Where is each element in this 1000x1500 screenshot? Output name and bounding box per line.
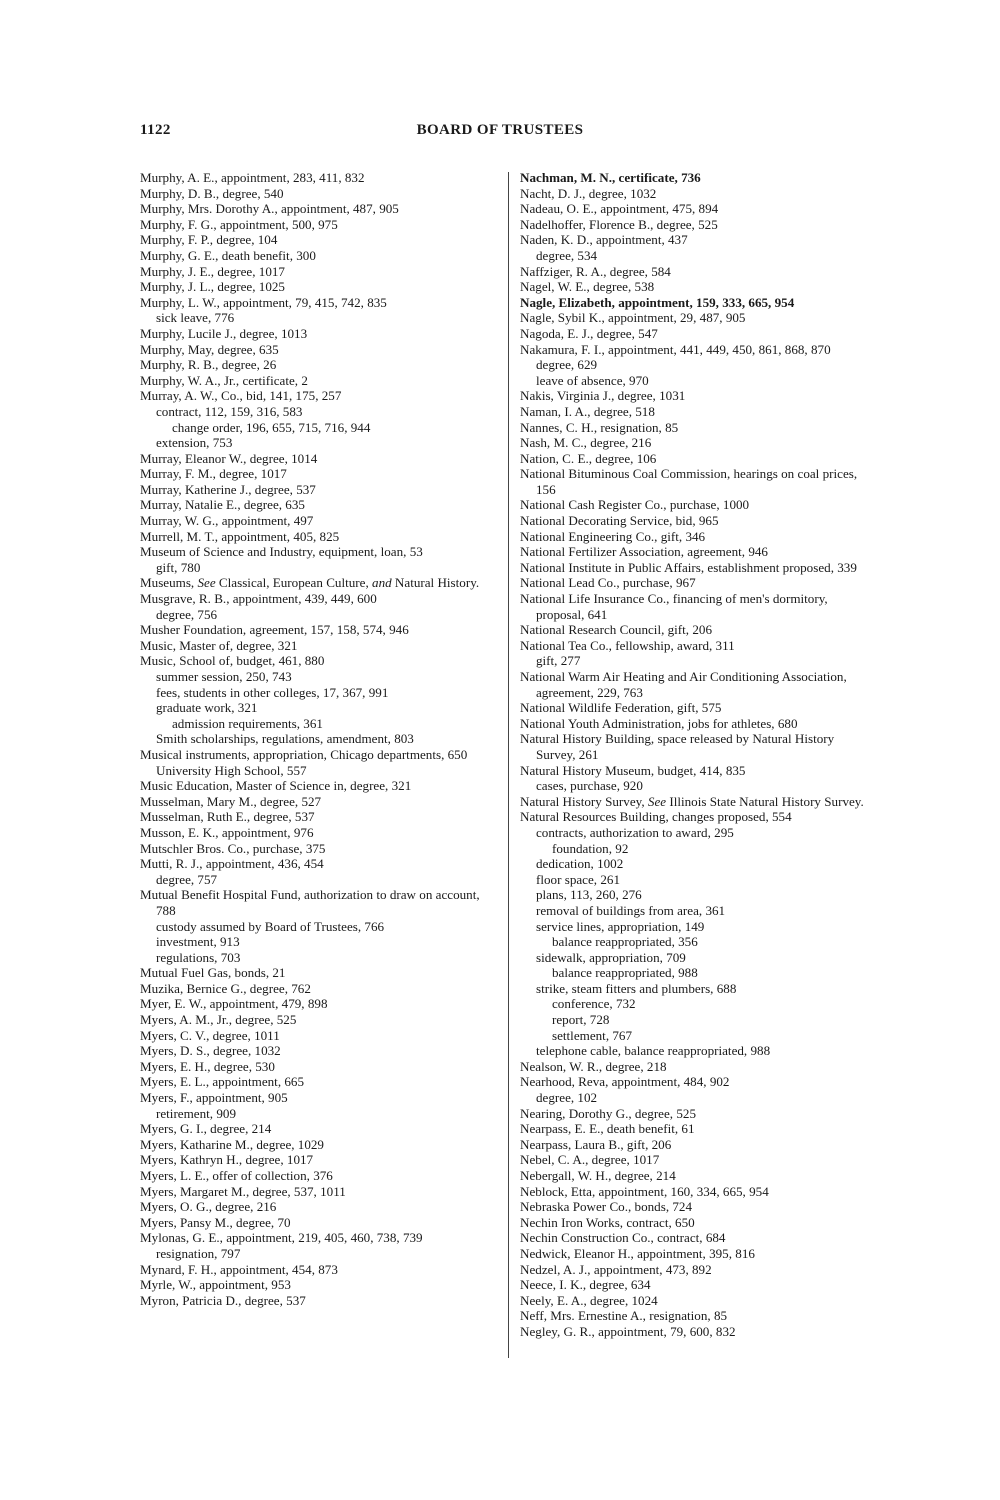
index-entry: Murray, Eleanor W., degree, 1014 [140,450,318,466]
index-entry: Nealson, W. R., degree, 218 [520,1058,667,1074]
index-entry: removal of buildings from area, 361 [536,902,726,918]
index-entry: National Engineering Co., gift, 346 [520,528,706,544]
index-entry: Murray, F. M., degree, 1017 [140,466,287,482]
index-entry: Smith scholarships, regulations, amendment, 803 [156,731,414,747]
index-entry: investment, 913 [156,934,240,950]
index-entry: foundation, 92 [552,840,629,856]
index-entry: Music, School of, budget, 461, 880 [140,653,325,669]
index-entry: floor space, 261 [536,871,620,887]
index-entry: Musical instruments, appropriation, Chicago departments, 650 [140,746,468,762]
index-entry: change order, 196, 655, 715, 716, 944 [172,419,371,435]
index-entry: custody assumed by Board of Trustees, 766 [156,918,385,934]
index-entry: Mutti, R. J., appointment, 436, 454 [140,856,324,872]
index-entry: Murrell, M. T., appointment, 405, 825 [140,528,340,544]
index-entry: Myron, Patricia D., degree, 537 [140,1292,306,1308]
index-entry: Murphy, G. E., death benefit, 300 [140,247,316,263]
index-entry: Mutschler Bros. Co., purchase, 375 [140,840,326,856]
index-entry: degree, 534 [536,247,598,263]
index-entry: Negley, G. R., appointment, 79, 600, 832 [520,1323,736,1339]
index-entry: National Wildlife Federation, gift, 575 [520,700,722,716]
index-entry: Nebergall, W. H., degree, 214 [520,1168,676,1183]
index-entry: balance reappropriated, 988 [552,965,698,981]
index-entry: Nearing, Dorothy G., degree, 525 [520,1105,696,1121]
index-entry: resignation, 797 [156,1245,241,1261]
index-entry: Music Education, Master of Science in, degree, 321 [140,778,412,794]
index-entry: Murphy, L. W., appointment, 79, 415, 742, 835 [140,294,387,310]
index-entry: Muzika, Bernice G., degree, 762 [140,980,311,996]
index-entry: Natural History Survey, See Illinois State Natural History Survey. [520,793,864,809]
index-entry: National Fertilizer Association, agreement, 946 [520,544,768,560]
index-entry: National Cash Register Co., purchase, 1000 [520,497,750,513]
index-entry: settlement, 767 [552,1027,633,1043]
index-entry: leave of absence, 970 [536,372,649,388]
index-entry: sick leave, 776 [156,310,235,326]
index-entry: Murray, Katherine J., degree, 537 [140,481,316,497]
index-entry: report, 728 [552,1012,610,1028]
index-entry: Nash, M. C., degree, 216 [520,435,652,451]
index-entry: University High School, 557 [156,762,307,778]
index-entry: Nagle, Sybil K., appointment, 29, 487, 905 [520,310,746,326]
index-column-left [140,170,492,1308]
index-entry: degree, 757 [156,871,218,887]
index-entry: Nedwick, Eleanor H., appointment, 395, 816 [520,1245,755,1261]
index-entry: Nearpass, Laura B., gift, 206 [520,1136,672,1152]
index-entry: Myers, F., appointment, 905 [140,1090,288,1106]
index-entry: Naman, I. A., degree, 518 [520,403,655,419]
index-entry: graduate work, 321 [156,700,258,716]
index-entry: sidewalk, appropriation, 709 [536,949,686,965]
index-entry: Neblock, Etta, appointment, 160, 334, 665, 954 [520,1183,769,1199]
index-entry: Murray, W. G., appointment, 497 [140,513,314,529]
index-entry: Nedzel, A. J., appointment, 473, 892 [520,1261,712,1277]
index-entry: Nakis, Virginia J., degree, 1031 [520,388,686,404]
index-entry: Myers, A. M., Jr., degree, 525 [140,1012,297,1028]
index-entry: Neff, Mrs. Ernestine A., resignation, 85 [520,1308,728,1324]
index-entry: Nakamura, F. I., appointment, 441, 449, 450, 861, 868, 870 [520,341,831,357]
index-column-right [520,170,872,1340]
index-entry: National Lead Co., purchase, 967 [520,575,696,591]
index-entry: Myer, E. W., appointment, 479, 898 [140,996,328,1012]
index-entry: contract, 112, 159, 316, 583 [156,403,303,419]
index-entry: telephone cable, balance reappropriated, 988 [536,1043,771,1059]
index-entry: Myers, E. H., degree, 530 [140,1058,275,1074]
index-entry: Myers, Margaret M., degree, 537, 1011 [140,1183,346,1199]
index-entry: Nacht, D. J., degree, 1032 [520,185,657,201]
index-entry: National Youth Administration, jobs for athletes, 680 [520,715,798,731]
index-entry: balance reappropriated, 356 [552,934,698,950]
index-entry: Murphy, W. A., Jr., certificate, 2 [140,372,308,388]
index-entry: Murphy, May, degree, 635 [140,341,279,357]
index-entry: Nagle, Elizabeth, appointment, 159, 333, 665, 954 [520,294,795,310]
index-entry: Naden, K. D., appointment, 437 [520,232,688,248]
index-entry: gift, 277 [536,653,581,669]
index-entry: Myrle, W., appointment, 953 [140,1277,291,1293]
index-entry: degree, 102 [536,1090,598,1106]
index-entry: summer session, 250, 743 [156,669,292,684]
index-entry: gift, 780 [156,559,201,575]
index-entry: fees, students in other colleges, 17, 367, 991 [156,684,389,700]
index-entry: Murphy, Mrs. Dorothy A., appointment, 487, 905 [140,201,399,217]
index-entry: Mutual Fuel Gas, bonds, 21 [140,965,286,981]
index-entry: Nation, C. E., degree, 106 [520,450,657,466]
index-entry: Myers, O. G., degree, 216 [140,1199,277,1215]
index-entry: service lines, appropriation, 149 [536,918,705,934]
index-entry: Murphy, F. P., degree, 104 [140,232,278,248]
index-entry: National Tea Co., fellowship, award, 311 [520,637,735,653]
index-entry: Nadelhoffer, Florence B., degree, 525 [520,216,718,232]
index-entry: Musselman, Ruth E., degree, 537 [140,809,315,825]
index-entry: degree, 629 [536,357,598,373]
index-entry: Murphy, R. B., degree, 26 [140,357,277,373]
index-entry: Natural Resources Building, changes proposed, 554 [520,809,792,825]
index-entry: Natural History Museum, budget, 414, 835 [520,762,746,778]
index-entry: Musson, E. K., appointment, 976 [140,824,314,840]
index-entry: Murphy, J. E., degree, 1017 [140,263,285,279]
page-header [140,122,860,142]
index-entry: Musselman, Mary M., degree, 527 [140,793,322,809]
index-entry: Murphy, A. E., appointment, 283, 411, 832 [140,170,365,185]
index-entry: Mylonas, G. E., appointment, 219, 405, 460, 738, 739 [140,1230,423,1246]
index-entry: Murphy, D. B., degree, 540 [140,185,284,201]
index-entry: Myers, Kathryn H., degree, 1017 [140,1152,314,1168]
index-entry: Nachman, M. N., certificate, 736 [520,170,701,185]
running-head: BOARD OF TRUSTEES [416,122,584,138]
index-entry: Neece, I. K., degree, 634 [520,1277,651,1293]
index-entry: Nearpass, E. E., death benefit, 61 [520,1121,695,1137]
index-entry: Myers, Katharine M., degree, 1029 [140,1136,324,1152]
index-entry: cases, purchase, 920 [536,778,643,794]
index-entry: Naffziger, R. A., degree, 584 [520,263,671,279]
index-entry: National Warm Air Heating and Air Conditioning Association, agreement, 229, 763 [520,669,847,700]
index-entry: Murray, Natalie E., degree, 635 [140,497,305,513]
index-entry: contracts, authorization to award, 295 [536,824,734,840]
index-entry: Musher Foundation, agreement, 157, 158, 574, 946 [140,622,409,638]
index-entry: Mynard, F. H., appointment, 454, 873 [140,1261,338,1277]
index-entry: Myers, D. S., degree, 1032 [140,1043,281,1059]
index-entry: Murphy, J. L., degree, 1025 [140,279,285,295]
page-number: 1122 [140,122,171,138]
index-entry: Nagoda, E. J., degree, 547 [520,325,658,341]
index-entry: Myers, Pansy M., degree, 70 [140,1214,291,1230]
index-entry: Myers, C. V., degree, 1011 [140,1027,280,1043]
index-entry: regulations, 703 [156,949,241,965]
index-entry: National Decorating Service, bid, 965 [520,513,719,529]
index-entry: Nebel, C. A., degree, 1017 [520,1152,660,1168]
index-entry: retirement, 909 [156,1105,236,1121]
index-entry: Myers, L. E., offer of collection, 376 [140,1168,333,1183]
index-entry: Nechin Iron Works, contract, 650 [520,1214,695,1230]
index-entry: dedication, 1002 [536,856,624,872]
index-entry: Musgrave, R. B., appointment, 439, 449, 600 [140,591,377,607]
index-entry: National Institute in Public Affairs, establishment proposed, 339 [520,559,857,575]
index-entry: Nearhood, Reva, appointment, 484, 902 [520,1074,730,1090]
index-entry: degree, 756 [156,606,218,622]
index-entry: Museum of Science and Industry, equipment, loan, 53 [140,544,423,560]
index-entry: Nadeau, O. E., appointment, 475, 894 [520,201,719,217]
index-entry: Nannes, C. H., resignation, 85 [520,419,679,435]
index-entry: Music, Master of, degree, 321 [140,637,298,653]
index-entry: Museums, See Classical, European Culture, and Natural History. [140,575,480,591]
index-entry: Myers, G. I., degree, 214 [140,1121,272,1137]
index-entry: Nagel, W. E., degree, 538 [520,279,655,295]
index-entry: National Research Council, gift, 206 [520,622,712,638]
index-entry: admission requirements, 361 [172,715,323,731]
index-entry: National Bituminous Coal Commission, hearings on coal prices, 156 [520,466,858,497]
index-entry: Natural History Building, space released by Natural History Survey, 261 [520,731,835,762]
index-entry: plans, 113, 260, 276 [536,887,642,903]
index-entry: Murphy, Lucile J., degree, 1013 [140,325,308,341]
column-divider [508,172,509,1358]
index-entry: National Life Insurance Co., financing of men's dormitory, proposal, 641 [520,591,828,622]
index-entry: strike, steam fitters and plumbers, 688 [536,980,737,996]
index-entry: Murphy, F. G., appointment, 500, 975 [140,216,338,232]
index-entry: conference, 732 [552,996,636,1012]
index-entry: Mutual Benefit Hospital Fund, authorization to draw on account, 788 [140,887,480,918]
index-entry: Myers, E. L., appointment, 665 [140,1074,305,1090]
index-entry: Neely, E. A., degree, 1024 [520,1292,658,1308]
index-entry: Nebraska Power Co., bonds, 724 [520,1199,693,1215]
index-entry: Murray, A. W., Co., bid, 141, 175, 257 [140,388,342,404]
index-entry: extension, 753 [156,435,233,451]
index-entry: Nechin Construction Co., contract, 684 [520,1230,726,1246]
